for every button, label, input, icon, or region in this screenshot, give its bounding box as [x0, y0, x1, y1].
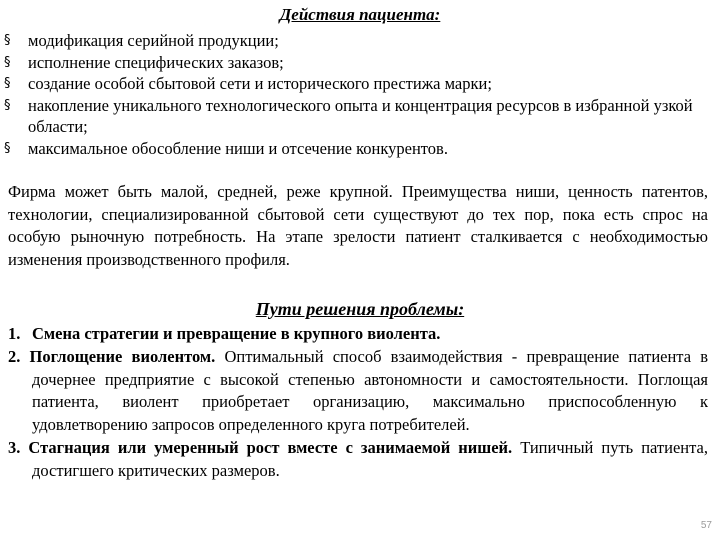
- solutions-list: [8, 323, 708, 483]
- solution-number: 1.: [8, 324, 21, 343]
- solution-title: Поглощение виолентом.: [29, 346, 216, 366]
- heading-solutions: Пути решения проблемы:: [255, 299, 465, 319]
- niche-paragraph: Фирма может быть малой, средней, реже крупной. Преимущества ниши, ценность патентов, технологии, специализированной сбытовой сети существуют до тех пор, пока есть спрос на особую рыночную потребность. На этапе зрелости патиент сталкивается с необходимостью изменения производственного профиля.: [8, 182, 708, 269]
- square-bullet-icon: §: [4, 54, 11, 70]
- list-item: [4, 52, 704, 74]
- square-bullet-icon: §: [4, 140, 11, 156]
- actions-list: [4, 30, 704, 160]
- heading-patient-actions: Действия пациента:: [279, 5, 441, 24]
- solution-text: Типичный путь патиента, достигшего критических размеров.: [32, 437, 708, 480]
- square-bullet-icon: §: [4, 76, 11, 92]
- square-bullet-icon: §: [4, 33, 11, 48]
- solution-title: Смена стратегии и превращение в крупного виолента.: [32, 324, 441, 343]
- list-item-text: накопление уникального технологического опыта и концентрация ресурсов в избранной узкой области;: [28, 95, 693, 137]
- list-item-text: исполнение специфических заказов;: [28, 52, 284, 72]
- list-item: [4, 73, 704, 95]
- list-item-text: создание особой сбытовой сети и исторического престижа марки;: [28, 74, 492, 94]
- solution-item: [8, 437, 708, 483]
- solution-item: [8, 323, 708, 346]
- solution-number: 2.: [8, 346, 21, 366]
- list-item-text: модификация серийной продукции;: [28, 31, 279, 50]
- list-item: [4, 138, 704, 160]
- solution-title: Стагнация или умеренный рост вместе с занимаемой нишей.: [28, 437, 513, 457]
- square-bullet-icon: §: [4, 97, 11, 113]
- page-number: 57: [700, 520, 712, 531]
- list-item-text: максимальное обособление ниши и отсечение конкурентов.: [28, 138, 448, 158]
- list-item: [4, 30, 704, 52]
- list-item: [4, 95, 704, 138]
- solution-text: Оптимальный способ взаимодействия - превращение патиента в дочернее предприятие с высокой степенью автономности и самостоятельности. Поглощая патиента, виолент приобретает организацию, максимально приспособленную к удовлетворению запросов определенного круга потребителей.: [32, 346, 709, 435]
- solution-number: 3.: [8, 437, 21, 457]
- solution-item: [8, 346, 708, 437]
